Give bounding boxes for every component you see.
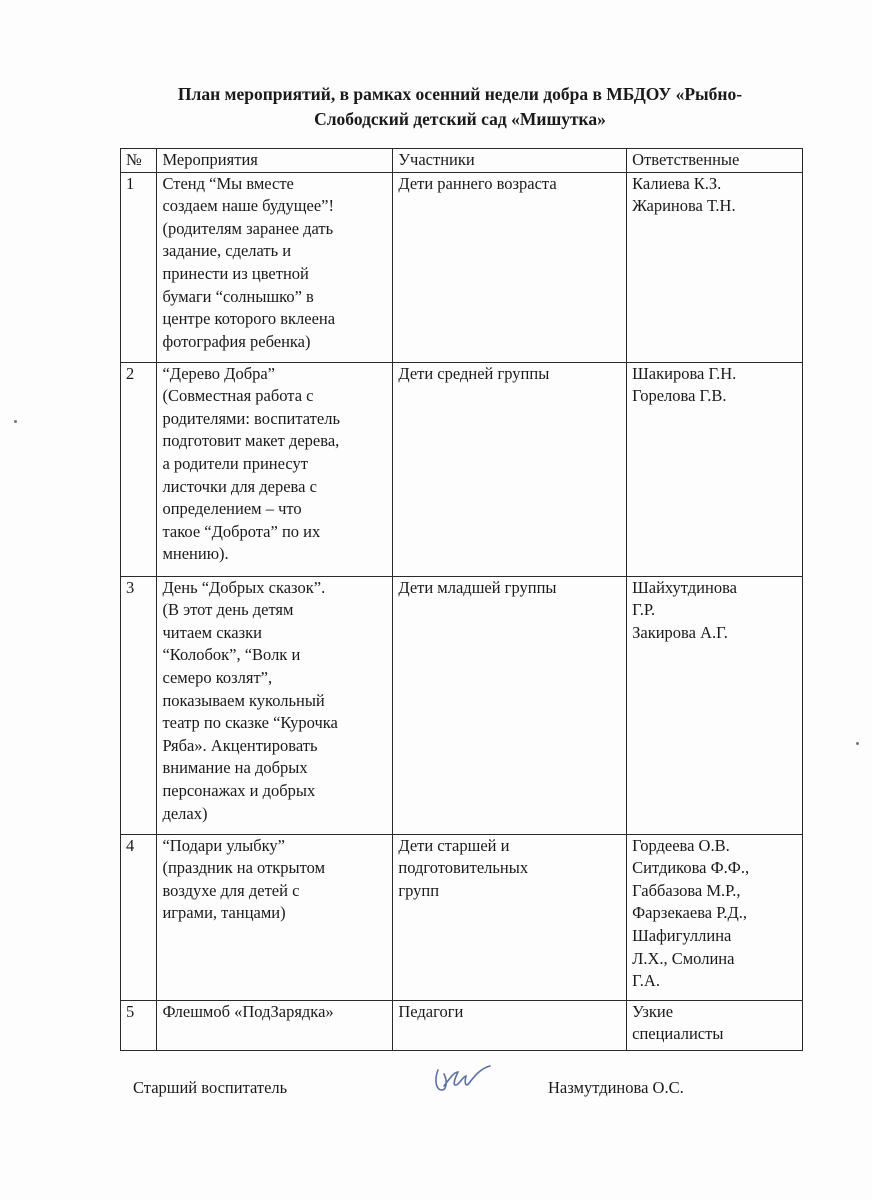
participants-cell-line: Дети младшей группы bbox=[398, 577, 557, 597]
event-cell bbox=[157, 172, 393, 362]
row-number: 4 bbox=[121, 834, 157, 1000]
event-cell-line: воздухе для детей с bbox=[162, 880, 300, 900]
table-row bbox=[121, 576, 803, 834]
table-row bbox=[121, 172, 803, 362]
scan-speck bbox=[856, 742, 859, 745]
table-row bbox=[121, 1000, 803, 1050]
scan-speck bbox=[14, 420, 17, 423]
event-cell-line: семеро козлят”, bbox=[162, 667, 273, 687]
participants-cell-line: групп bbox=[398, 880, 440, 900]
event-cell-line: Флешмоб «ПодЗарядка» bbox=[162, 1001, 334, 1021]
event-cell-line: “Колобок”, “Волк и bbox=[162, 645, 301, 665]
header-number: № bbox=[121, 149, 157, 173]
event-cell-line: Стенд “Мы вместе bbox=[162, 173, 294, 193]
participants-cell bbox=[393, 834, 627, 1000]
event-cell-line: “Подари улыбку” bbox=[162, 835, 285, 855]
table-row bbox=[121, 362, 803, 576]
event-cell-line: (праздник на открытом bbox=[162, 858, 326, 878]
participants-cell-line: Дети средней группы bbox=[398, 363, 550, 383]
responsible-cell-line: Шакирова Г.Н. bbox=[632, 363, 737, 383]
event-cell-line: “Дерево Добра” bbox=[162, 363, 275, 383]
header-participants: Участники bbox=[393, 149, 627, 173]
responsible-cell bbox=[627, 362, 803, 576]
event-cell-line: центре которого вклеена bbox=[162, 309, 336, 329]
responsible-cell-line: Жаринова Т.Н. bbox=[632, 196, 736, 216]
responsible-cell-line: Шайхутдинова bbox=[632, 577, 737, 597]
responsible-cell-line: Л.Х., Смолина bbox=[632, 948, 735, 968]
event-cell bbox=[157, 1000, 393, 1050]
responsible-cell bbox=[627, 172, 803, 362]
event-cell-line: создаем наше будущее”! bbox=[162, 196, 334, 216]
footer-name: Назмутдинова О.С. bbox=[548, 1078, 684, 1097]
participants-cell-line: Дети раннего возраста bbox=[398, 173, 557, 193]
event-cell-line: Ряба». Акцентировать bbox=[162, 735, 318, 755]
row-number: 3 bbox=[121, 576, 157, 834]
event-cell bbox=[157, 834, 393, 1000]
responsible-cell-line: Узкие bbox=[632, 1001, 674, 1021]
responsible-cell bbox=[627, 1000, 803, 1050]
responsible-cell bbox=[627, 834, 803, 1000]
event-cell-line: (Совместная работа с bbox=[162, 386, 314, 406]
participants-cell-line: Педагоги bbox=[398, 1001, 464, 1021]
event-cell-line: бумаги “солнышко” в bbox=[162, 286, 314, 306]
responsible-cell-line: Ситдикова Ф.Ф., bbox=[632, 858, 750, 878]
event-cell bbox=[157, 576, 393, 834]
participants-cell bbox=[393, 172, 627, 362]
row-number: 5 bbox=[121, 1000, 157, 1050]
title-line-2: Слободский детский сад «Мишутка» bbox=[314, 109, 606, 129]
event-cell-line: принести из цветной bbox=[162, 263, 309, 283]
signature-icon bbox=[424, 1056, 504, 1104]
event-cell-line: определением – что bbox=[162, 499, 302, 519]
row-number: 2 bbox=[121, 362, 157, 576]
responsible-cell-line: Гордеева О.В. bbox=[632, 835, 730, 855]
event-cell-line: (В этот день детям bbox=[162, 600, 294, 620]
event-cell bbox=[157, 362, 393, 576]
table-row bbox=[121, 834, 803, 1000]
event-cell-line: играми, танцами) bbox=[162, 903, 286, 923]
event-cell-line: листочки для дерева с bbox=[162, 476, 317, 496]
title-line-1: План мероприятий, в рамках осенний недели добра в МБДОУ «Рыбно- bbox=[177, 84, 743, 104]
participants-cell bbox=[393, 576, 627, 834]
participants-cell bbox=[393, 1000, 627, 1050]
event-cell-line: фотография ребенка) bbox=[162, 331, 311, 351]
event-cell-line: читаем сказки bbox=[162, 622, 262, 642]
responsible-cell-line: специалисты bbox=[632, 1024, 724, 1044]
event-cell-line: День “Добрых сказок”. bbox=[162, 577, 326, 597]
event-cell-line: родителями: воспитатель bbox=[162, 408, 340, 428]
event-cell-line: персонажах и добрых bbox=[162, 780, 316, 800]
page-title bbox=[110, 82, 810, 132]
participants-cell bbox=[393, 362, 627, 576]
participants-cell-line: Дети старшей и bbox=[398, 835, 510, 855]
event-cell-line: подготовит макет дерева, bbox=[162, 431, 340, 451]
header-responsible: Ответственные bbox=[627, 149, 803, 173]
responsible-cell-line: Фарзекаева Р.Д., bbox=[632, 903, 747, 923]
responsible-cell-line: Закирова А.Г. bbox=[632, 622, 728, 642]
event-cell-line: театр по сказке “Курочка bbox=[162, 713, 338, 733]
responsible-cell-line: Габбазова М.Р., bbox=[632, 880, 741, 900]
event-cell-line: задание, сделать и bbox=[162, 241, 292, 261]
responsible-cell bbox=[627, 576, 803, 834]
header-events: Мероприятия bbox=[157, 149, 393, 173]
event-cell-line: внимание на добрых bbox=[162, 758, 308, 778]
table-header-row bbox=[121, 149, 803, 173]
responsible-cell-line: Шафигуллина bbox=[632, 925, 732, 945]
event-cell-line: (родителям заранее дать bbox=[162, 218, 334, 238]
responsible-cell-line: Г.А. bbox=[632, 971, 660, 991]
responsible-cell-line: Горелова Г.В. bbox=[632, 386, 727, 406]
event-cell-line: показываем кукольный bbox=[162, 690, 325, 710]
event-cell-line: мнению). bbox=[162, 544, 229, 564]
row-number: 1 bbox=[121, 172, 157, 362]
participants-cell-line: подготовительных bbox=[398, 858, 529, 878]
responsible-cell-line: Г.Р. bbox=[632, 600, 656, 620]
responsible-cell-line: Калиева К.З. bbox=[632, 173, 722, 193]
footer-position: Старший воспитатель bbox=[133, 1078, 288, 1097]
event-cell-line: а родители принесут bbox=[162, 453, 308, 473]
event-cell-line: такое “Доброта” по их bbox=[162, 521, 321, 541]
event-cell-line: делах) bbox=[162, 803, 208, 823]
events-table bbox=[120, 148, 803, 1051]
